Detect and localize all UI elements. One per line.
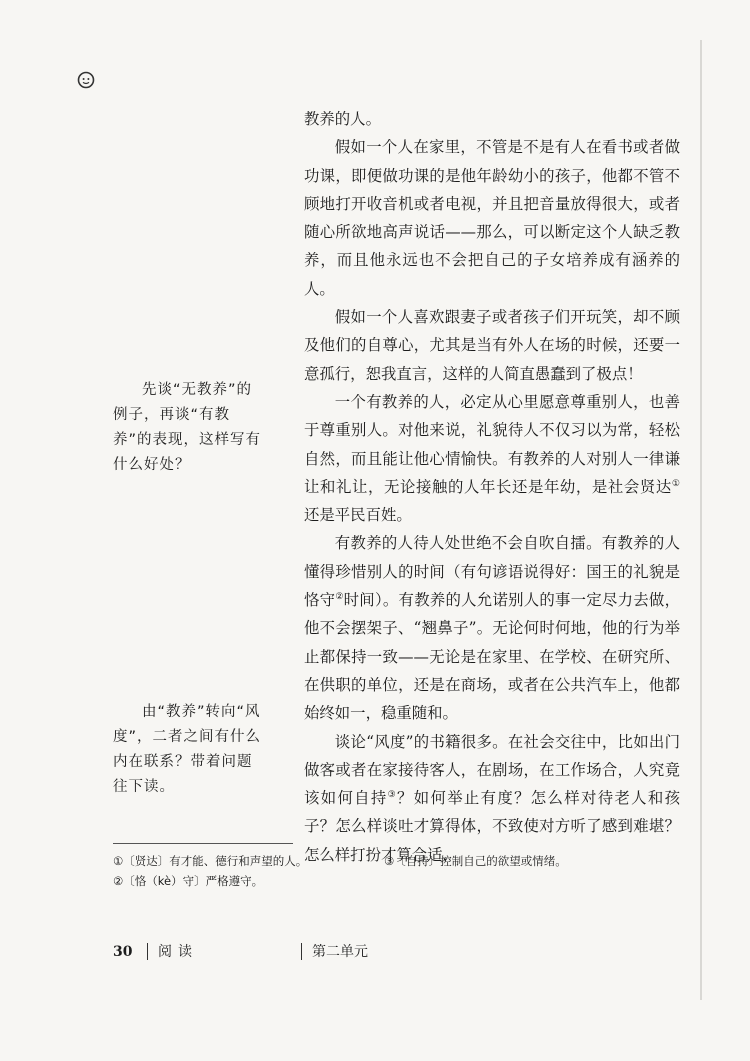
footnote-divider xyxy=(113,843,293,844)
main-text xyxy=(304,105,680,869)
side-note-1-text: 先谈“无教养”的例子，再谈“有教养”的表现，这样写有什么好处？ xyxy=(113,382,262,473)
footnote-ref-3: ③ xyxy=(387,790,398,800)
paragraph-3: 假如一个人喜欢跟妻子或者孩子们开玩笑，却不顾及他们的自尊心，尤其是当有外人在场的时候，还要一意孤行，恕我直言，这样的人简直愚蠢到了极点！ xyxy=(304,308,680,383)
paragraph-5 xyxy=(304,529,680,727)
circle-face-icon xyxy=(76,70,96,90)
paragraph-4 xyxy=(304,388,680,529)
footnote-1: ①〔贤达〕有才能、德行和声望的人。 xyxy=(113,854,308,868)
paragraph-6 xyxy=(304,728,680,869)
footnote-ref-2: ② xyxy=(335,591,344,602)
side-note-1 xyxy=(113,378,263,478)
paragraph-4-text-b: 还是平民百姓。 xyxy=(304,506,412,525)
paragraph-2: 假如一个人在家里，不管是不是有人在看书或者做功课，即便做功课的是他年龄幼小的孩子，他都不管不顾地打开收音机或者电视，并且把音量放得很大，或者随心所欲地高声说话——那么，可以断定这个人缺乏教养，而且他永远也不会把自己的子女培养成有涵养的人。 xyxy=(304,138,680,298)
side-note-2-text: 由“教养”转向“风度”，二者之间有什么内在联系？带着问题往下读。 xyxy=(113,704,262,795)
paragraph-5-text-a: 有教养的人待人处世绝不会自吹自擂。有教养的人懂得珍惜别人的时间（有句谚语说得好：国王的礼貌是恪守 xyxy=(304,534,680,610)
paragraph-4-text-a: 一个有教养的人，必定从心里愿意尊重别人，也善于尊重别人。对他来说，礼貌待人不仅习以为常，轻松自然，而且能让他心情愉快。有教养的人对别人一律谦让和礼让，无论接触的人年长还是年幼，是社会贤达 xyxy=(304,392,680,496)
book-section-label: 阅读 xyxy=(158,944,198,960)
side-note-2 xyxy=(113,700,263,800)
page-number: 30 xyxy=(113,944,133,960)
footer-separator xyxy=(147,943,148,960)
page-edge-line xyxy=(700,40,702,1000)
footer-separator xyxy=(301,943,302,960)
unit-title: 第二单元 xyxy=(312,944,368,960)
paragraph-1: 教养的人。 xyxy=(304,110,381,128)
footnote-ref-1: ① xyxy=(671,478,680,489)
paragraph-6-text-b: ？如何举止有度？怎么样对待老人和孩子？怎么样谈吐才算得体，不致使对方听了感到难堪？怎么样打扮才算合适， xyxy=(304,789,680,864)
footnote-3: ③〔自持〕控制自己的欲望或情绪。 xyxy=(384,854,567,868)
paragraph-5-text-b: 时间）。有教养的人允诺别人的事一定尽力去做，他不会摆架子、“翘鼻子”。无论何时何地，他的行为举止都保持一致——无论是在家里、在学校、在研究所、在供职的单位，还是在商场，或者在公共汽车上，他都始终如一，稳重随和。 xyxy=(304,591,680,723)
footnote-2: ②〔恪（kè）守〕严格遵守。 xyxy=(113,874,264,888)
paragraph-6-text-a: 谈论“风度”的书籍很多。在社会交往中，比如出门做客或者在家接待客人，在剧场，在工作场合，人究竟该如何自持 xyxy=(304,732,680,808)
